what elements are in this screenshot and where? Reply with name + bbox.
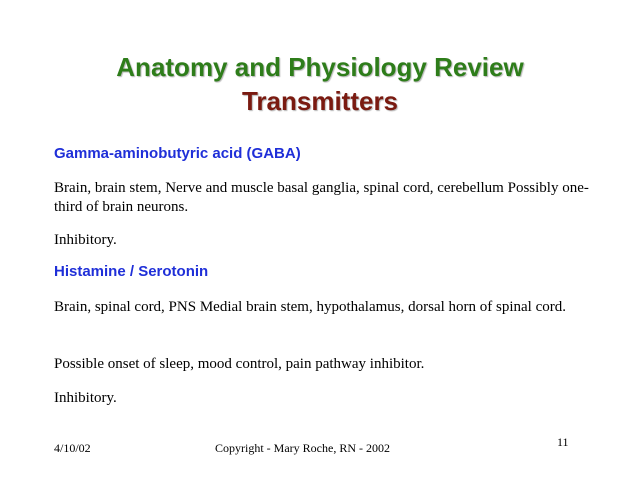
slide-subtitle: Transmitters	[241, 86, 399, 116]
gaba-locations-paragraph: Brain, brain stem, Nerve and muscle basal ganglia, spinal cord, cerebellum Possibly one-third of brain neurons.	[54, 180, 589, 215]
footer-date: 4/10/02	[54, 441, 91, 455]
footer-copyright: Copyright - Mary Roche, RN - 2002	[215, 441, 390, 455]
gaba-effect-paragraph: Inhibitory.	[54, 232, 117, 248]
footer-page-number: 11	[557, 435, 569, 449]
section-heading-histamine-serotonin: Histamine / Serotonin	[54, 263, 209, 280]
section-heading-gaba: Gamma-aminobutyric acid (GABA)	[54, 145, 301, 162]
histamine-effect-paragraph: Inhibitory.	[54, 390, 117, 406]
histamine-function-paragraph: Possible onset of sleep, mood control, pain pathway inhibitor.	[54, 356, 425, 372]
slide-title: Anatomy and Physiology Review	[116, 52, 524, 82]
histamine-locations-paragraph: Brain, spinal cord, PNS Medial brain stem, hypothalamus, dorsal horn of spinal cord.	[54, 299, 566, 315]
